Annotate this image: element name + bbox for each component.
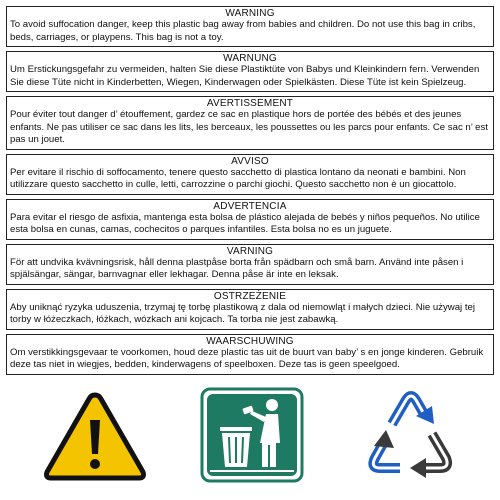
warning-title: AVVISO (231, 155, 269, 167)
warning-box-es (6, 199, 494, 240)
warning-text: Um Erstickungsgefahr zu vermeiden, halten Sie diese Plastiktüte von Babys und Kleinkindern fern. Verwenden Sie diese Tüte nicht in Kinderbetten, Wiegen, Kinderwagen oder Spielkästen. Diese Tüte ist kein Spielzeug. (10, 64, 480, 88)
symbol-row (0, 384, 500, 496)
warning-title: WARNING (225, 8, 275, 19)
warning-box-pl (6, 289, 494, 330)
warning-text: För att undvika kvävningsrisk, håll denna plastpåse borta från spädbarn och små barn. Använd inte påsen i spjälsängar, sängar, barnvagnar eller lekhagar. Denna påse är inte en leksak. (10, 256, 464, 280)
warning-box-de (6, 51, 494, 92)
warning-title: OSTRZEŻENIE (213, 290, 287, 302)
warning-title: WAARSCHUWING (206, 335, 294, 347)
warning-box-sv (6, 244, 494, 285)
tidy-man-disposal-icon (200, 387, 304, 483)
warning-text: Per evitare il rischio di soffocamento, tenere questo sacchetto di plastica lontano da neonati e bambini. Non utilizzare questo sacchetto in culle, letti, carrozzine o parchi giochi. Questo sacchetto non è un giocattolo. (10, 166, 466, 190)
warning-title: VARNING (226, 245, 274, 257)
warning-title: AVERTISSEMENT (206, 98, 294, 109)
warning-title: ADVERTENCIA (213, 200, 287, 212)
recycle-arrows-icon (362, 388, 460, 484)
warning-box-it (6, 154, 494, 195)
warning-text: Para evitar el riesgo de asfixia, mantenga esta bolsa de plástico alejada de bebés y niños pequeños. No utilice esta bolsa en cunas, camas, cochecitos o parques infantiles. Esta bolsa no es un juguete. (10, 211, 480, 235)
warning-box-en (6, 6, 494, 47)
warning-text: Om verstikkingsgevaar te voorkomen, houd deze plastic tas uit de buurt van baby’ s en jonge kinderen. Gebruik deze tas niet in wiegjes, bedden, kinderwagens of speelboxen. Deze tas is geen speelgoed. (10, 346, 484, 370)
warning-text: Pour éviter tout danger d’ étouffement, gardez ce sac en plastique hors de portée des bébés et des jeunes enfants. Ne pas utiliser ce sac dans les lits, les berceaux, les poussettes ou les parcs pour enfants. Ce sac n’ est pas un jouet. (10, 109, 488, 145)
warning-title: WARNUNG (223, 53, 277, 64)
warnings-panel (6, 6, 494, 379)
warning-box-fr (6, 96, 494, 150)
warning-text: Aby uniknąć ryzyka uduszenia, trzymaj tę torbę plastikową z dala od niemowląt i małych dzieci. Nie używaj tej torby w łóżeczkach, łóżkach, wózkach ani kojcach. Ta torba nie jest zabawką. (10, 301, 475, 325)
warning-box-nl (6, 334, 494, 375)
warning-triangle-icon (43, 390, 147, 482)
warning-text: To avoid suffocation danger, keep this plastic bag away from babies and children. Do not use this bag in cribs, beds, carriages, or playpens. This bag is not a toy. (10, 19, 476, 43)
